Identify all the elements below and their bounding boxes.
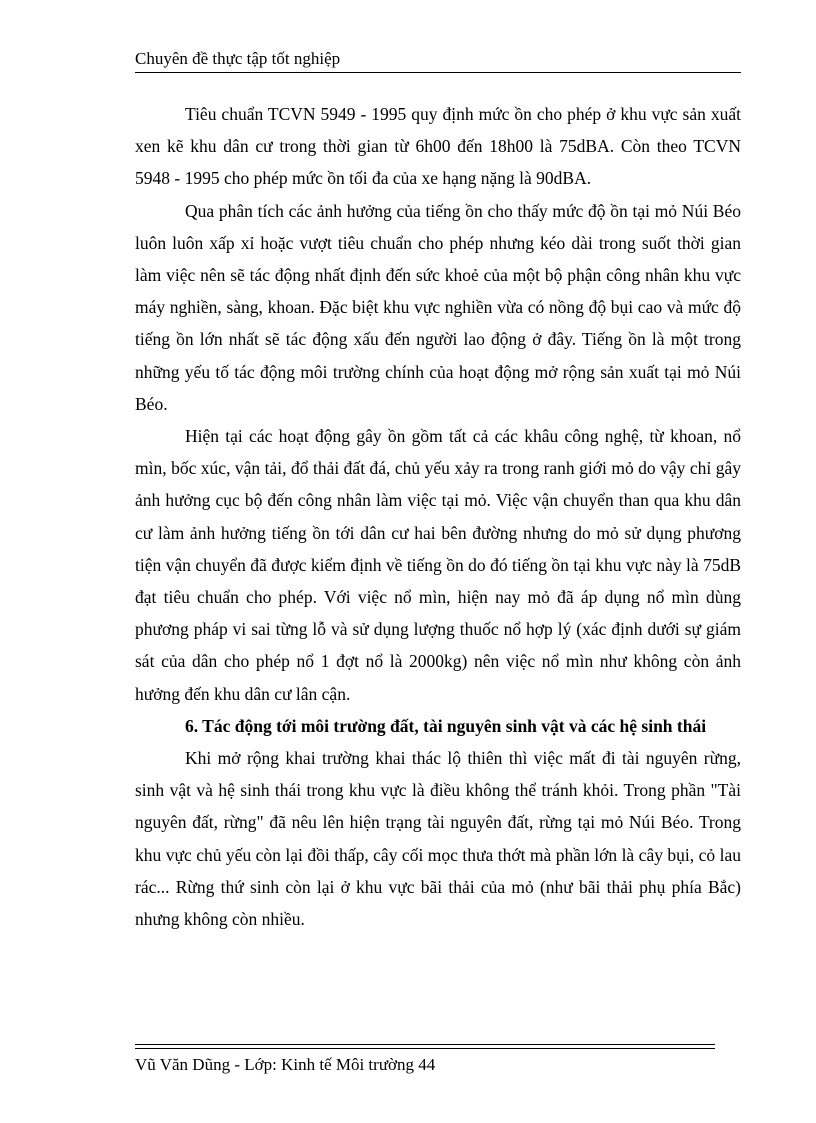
header-title: Chuyên đề thực tập tốt nghiệp bbox=[135, 49, 341, 68]
document-body bbox=[135, 98, 741, 935]
body-paragraph: Khi mở rộng khai trường khai thác lộ thiên thì việc mất đi tài nguyên rừng, sinh vật và hệ sinh thái trong khu vực là điều không thể tránh khỏi. Trong phần "Tài nguyên đất, rừng" đã nêu lên hiện trạng tài nguyên đất, rừng tại mỏ Núi Béo. Trong khu vực chủ yếu còn lại đồi thấp, cây cối mọc thưa thớt mà phần lớn là cây bụi, cỏ lau rác... Rừng thứ sinh còn lại ở khu vực bãi thải của mỏ (như bãi thải phụ phía Bắc) nhưng không còn nhiều. bbox=[135, 748, 741, 930]
page-header bbox=[135, 48, 741, 73]
footer-divider bbox=[135, 1044, 715, 1045]
body-paragraph: Hiện tại các hoạt động gây ồn gồm tất cả các khâu công nghệ, từ khoan, nổ mìn, bốc xúc, vận tải, đổ thải đất đá, chủ yếu xảy ra trong ranh giới mỏ do vậy chỉ gây ảnh hưởng cục bộ đến công nhân làm việc tại mỏ. Việc vận chuyển than qua khu dân cư làm ảnh hưởng tiếng ồn tới dân cư hai bên đường nhưng do mỏ sử dụng phương tiện vận chuyển đã được kiểm định về tiếng ồn do đó tiếng ồn tại khu vực này là 75dB đạt tiêu chuẩn cho phép. Với việc nổ mìn, hiện nay mỏ đã áp dụng nổ mìn dùng phương pháp vi sai từng lỗ và sử dụng lượng thuốc nổ hợp lý (xác định dưới sự giám sát của dân cho phép nổ 1 đợt nổ là 2000kg) nên việc nổ mìn như không còn ảnh hưởng đến khu dân cư lân cận. bbox=[135, 426, 741, 704]
body-paragraph: Qua phân tích các ảnh hưởng của tiếng ồn cho thấy mức độ ồn tại mỏ Núi Béo luôn luôn xấp xỉ hoặc vượt tiêu chuẩn cho phép nhưng kéo dài trong suốt thời gian làm việc nên sẽ tác động nhất định đến sức khoẻ của một bộ phận công nhân khu vực máy nghiền, sàng, khoan. Đặc biệt khu vực nghiền vừa có nồng độ bụi cao và mức độ tiếng ồn lớn nhất sẽ tác động xấu đến người lao động ở đây. Tiếng ồn là một trong những yếu tố tác động môi trường chính của hoạt động mở rộng sản xuất tại mỏ Núi Béo. bbox=[135, 200, 741, 414]
footer-author: Vũ Văn Dũng - Lớp: Kinh tế Môi trường 44 bbox=[135, 1055, 436, 1074]
section-heading: 6. Tác động tới môi trường đất, tài nguyên sinh vật và các hệ sinh thái bbox=[185, 715, 707, 736]
body-paragraph: Tiêu chuẩn TCVN 5949 - 1995 quy định mức ồn cho phép ở khu vực sản xuất xen kẽ khu dân cư trong thời gian từ 6h00 đến 18h00 là 75dBA. Còn theo TCVN 5948 - 1995 cho phép mức ồn tối đa của xe hạng nặng là 90dBA. bbox=[135, 104, 741, 189]
page-footer bbox=[135, 1053, 715, 1077]
footer-divider bbox=[135, 1048, 715, 1049]
